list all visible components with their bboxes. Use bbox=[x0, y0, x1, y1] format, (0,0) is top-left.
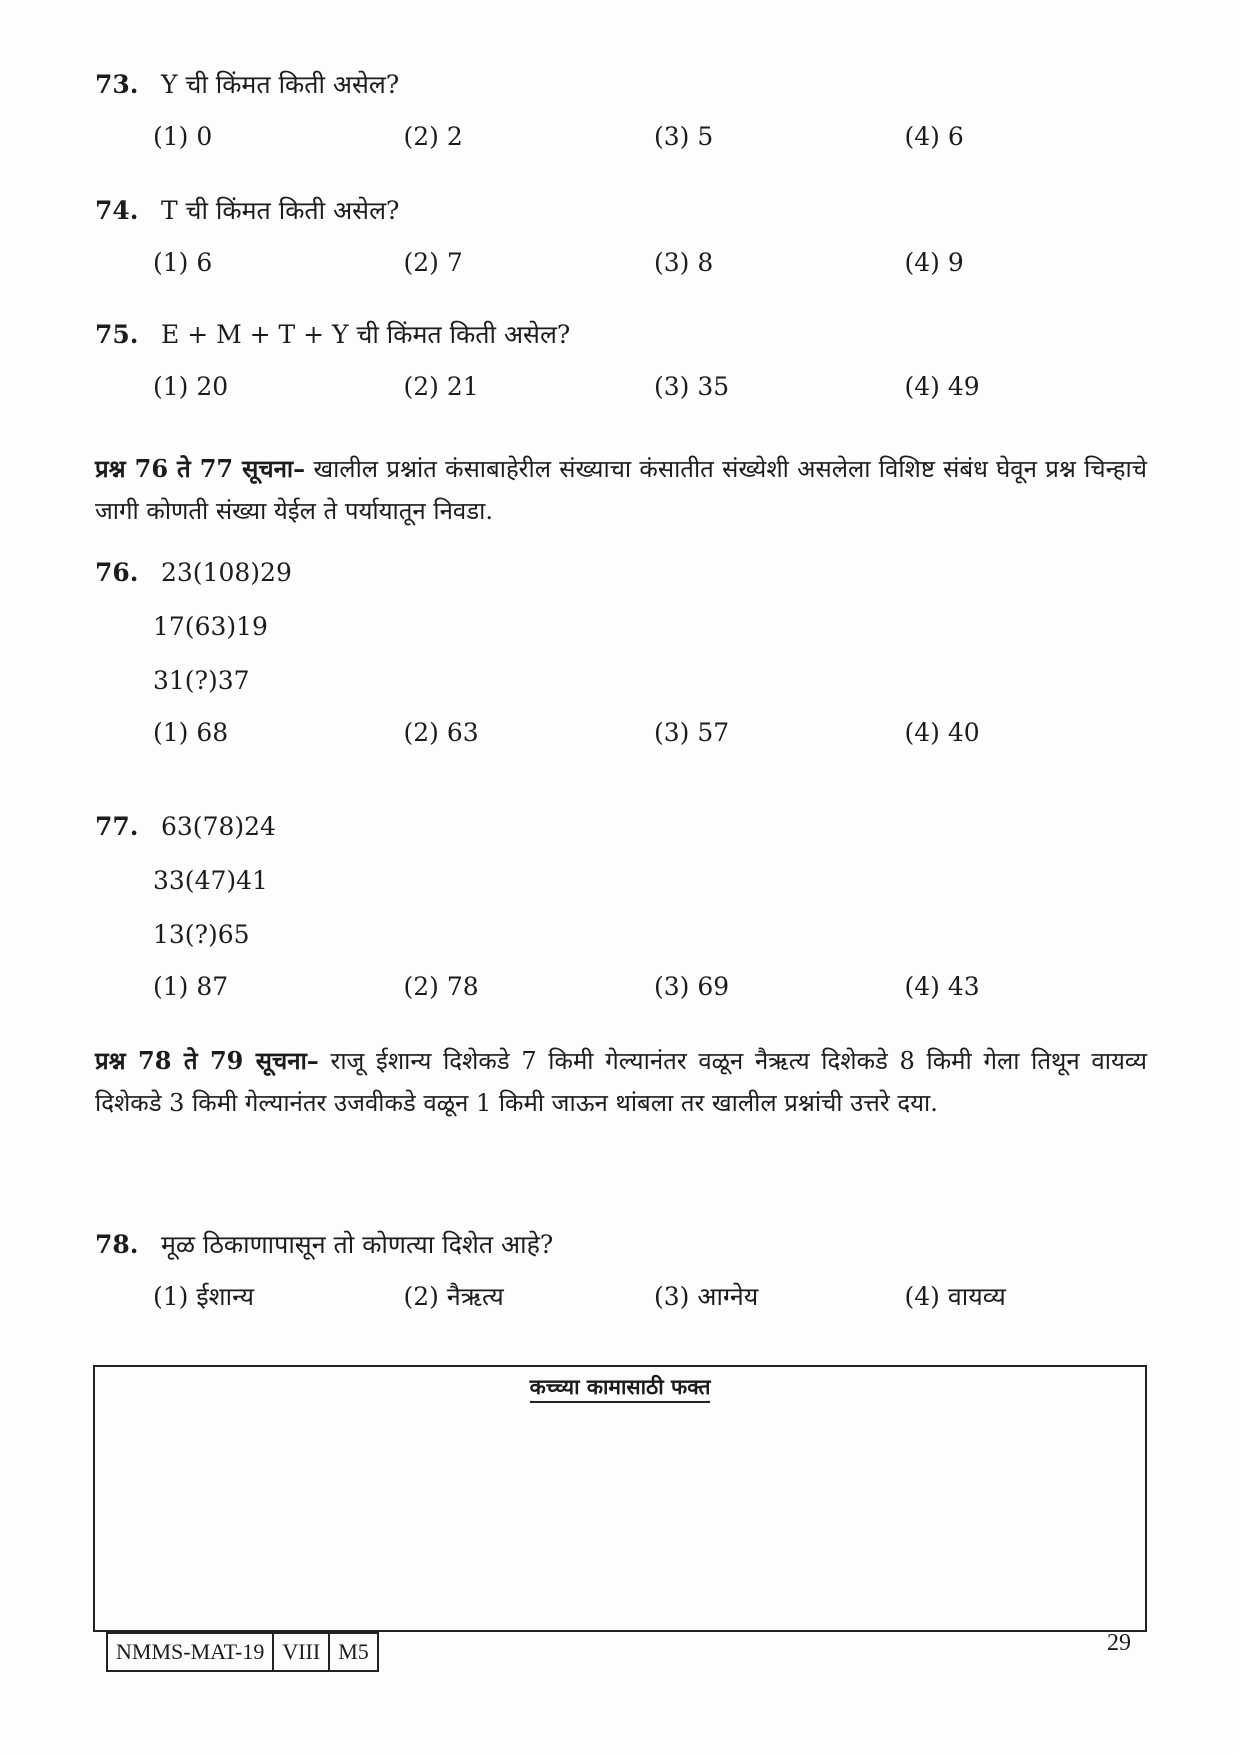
option-2: (2) 78 bbox=[403, 972, 479, 1001]
options-row bbox=[153, 370, 1155, 404]
paper-code: NMMS-MAT-19 bbox=[116, 1639, 265, 1664]
option-3: (3) 69 bbox=[654, 972, 730, 1001]
option-3: (3) 57 bbox=[654, 718, 730, 747]
option-4: (4) 49 bbox=[904, 372, 980, 401]
question-stem: T ची किंमत किती असेल? bbox=[161, 196, 400, 225]
option-4: (4) 40 bbox=[904, 718, 980, 747]
options-row bbox=[153, 716, 1155, 750]
question-stem: E + M + T + Y ची किंमत किती असेल? bbox=[161, 320, 571, 349]
question-78 bbox=[95, 1228, 1155, 1314]
option-2: (2) नैऋत्य bbox=[403, 1282, 504, 1311]
rough-work-title-text: कच्च्या कामासाठी फक्त bbox=[530, 1374, 711, 1403]
options-row bbox=[153, 1280, 1155, 1314]
option-2: (2) 63 bbox=[403, 718, 479, 747]
option-1: (1) 68 bbox=[153, 718, 229, 747]
option-3: (3) आग्नेय bbox=[654, 1282, 759, 1311]
sequence bbox=[153, 864, 1155, 952]
paper-code-box bbox=[106, 1632, 379, 1672]
question-73 bbox=[95, 68, 1155, 154]
option-2: (2) 7 bbox=[403, 248, 463, 277]
option-3: (3) 5 bbox=[654, 122, 714, 151]
sequence-line: 31(?)37 bbox=[153, 666, 250, 695]
rough-work-title bbox=[95, 1373, 1145, 1401]
option-1: (1) 20 bbox=[153, 372, 229, 401]
question-75 bbox=[95, 318, 1155, 404]
options-row bbox=[153, 970, 1155, 1004]
option-3: (3) 8 bbox=[654, 248, 714, 277]
instruction-76-77 bbox=[95, 448, 1147, 532]
option-2: (2) 2 bbox=[403, 122, 463, 151]
question-76 bbox=[95, 556, 1155, 750]
question-number: 75. bbox=[95, 320, 139, 349]
set-code: M5 bbox=[328, 1634, 377, 1670]
question-number: 74. bbox=[95, 196, 139, 225]
option-1: (1) 6 bbox=[153, 248, 213, 277]
instruction-text: राजू ईशान्य दिशेकडे 7 किमी गेल्यानंतर वळून नैऋत्य दिशेकडे 8 किमी गेला तिथून वायव्य दिशेकडे 3 किमी गेल्यानंतर उजवीकडे वळून 1 किमी जाऊन थांबला तर खालील प्रश्नांची उत्तरे दया. bbox=[95, 1047, 1147, 1117]
instruction-text: खालील प्रश्नांत कंसाबाहेरील संख्याचा कंसातीत संख्येशी असलेला विशिष्ट संबंध घेवून प्रश्न चिन्हाचे जागी कोणती संख्या येईल ते पर्यायातून निवडा. bbox=[95, 455, 1147, 525]
option-4: (4) 9 bbox=[904, 248, 964, 277]
sequence-line: 63(78)24 bbox=[161, 812, 276, 841]
sequence-line: 13(?)65 bbox=[153, 920, 250, 949]
instruction-lead: प्रश्न 76 ते 77 सूचना– bbox=[95, 454, 306, 483]
instruction-lead: प्रश्न 78 ते 79 सूचना– bbox=[95, 1046, 319, 1075]
option-4: (4) वायव्य bbox=[904, 1282, 1006, 1311]
question-stem: मूळ ठिकाणापासून तो कोणत्या दिशेत आहे? bbox=[161, 1230, 554, 1259]
options-row bbox=[153, 120, 1155, 154]
option-4: (4) 43 bbox=[904, 972, 980, 1001]
question-stem: Y ची किंमत किती असेल? bbox=[161, 70, 400, 99]
instruction-78-79 bbox=[95, 1040, 1147, 1124]
sequence-line: 23(108)29 bbox=[161, 558, 292, 587]
question-number: 73. bbox=[95, 70, 139, 99]
question-77 bbox=[95, 810, 1155, 1004]
sequence-line: 33(47)41 bbox=[153, 866, 268, 895]
question-number: 77. bbox=[95, 812, 139, 841]
question-number: 78. bbox=[95, 1230, 139, 1259]
page-number: 29 bbox=[1107, 1630, 1131, 1656]
option-3: (3) 35 bbox=[654, 372, 730, 401]
option-1: (1) 0 bbox=[153, 122, 213, 151]
rough-work-box bbox=[93, 1365, 1147, 1632]
class-code: VIII bbox=[272, 1634, 328, 1670]
options-row bbox=[153, 246, 1155, 280]
option-4: (4) 6 bbox=[904, 122, 964, 151]
option-2: (2) 21 bbox=[403, 372, 479, 401]
question-74 bbox=[95, 194, 1155, 280]
option-1: (1) ईशान्य bbox=[153, 1282, 254, 1311]
sequence-line: 17(63)19 bbox=[153, 612, 268, 641]
question-number: 76. bbox=[95, 558, 139, 587]
option-1: (1) 87 bbox=[153, 972, 229, 1001]
sequence bbox=[153, 610, 1155, 698]
